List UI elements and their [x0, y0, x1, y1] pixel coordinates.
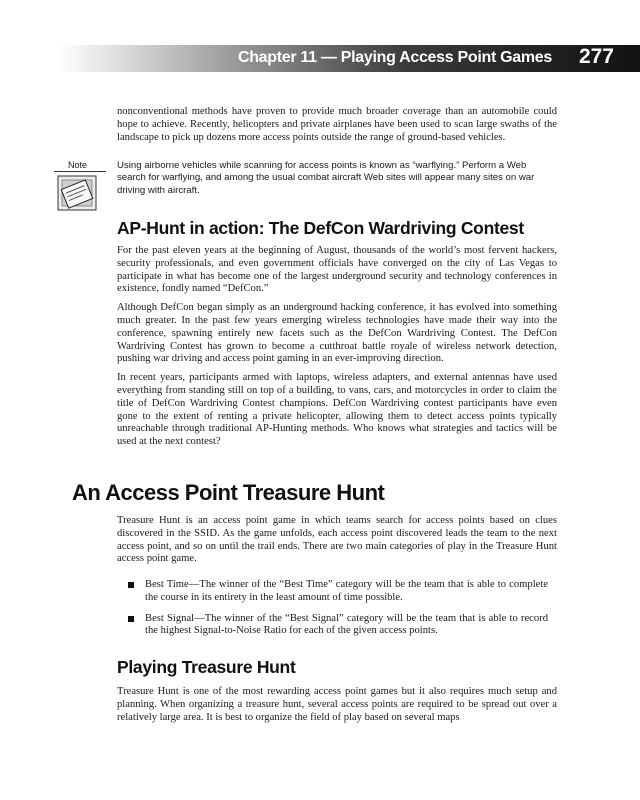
section-heading-treasure-hunt: An Access Point Treasure Hunt — [72, 480, 385, 505]
page-number: 277 — [578, 45, 614, 68]
running-header — [58, 45, 640, 72]
aphunt-body — [117, 245, 557, 449]
aphunt-paragraph-1: For the past eleven years at the beginning of August, thousands of the world’s most fervent hackers, security professionals, and even government officials have converged on the city of Las Vegas to participate in what has become one of the largest underground security and technology conferences in existence, fondly named “DefCon.” — [117, 245, 557, 295]
chapter-title: Chapter 11 — Playing Access Point Games — [237, 49, 552, 66]
aphunt-paragraph-2: Although DefCon began simply as an underground hacking conference, it has evolved into something much greater. In the past few years emerging wireless technologies have made their way into the conference, spawning entirely new facets such as the DefCon Wardriving Contest. The DefCon Wardriving Contest has grown to become a cutthroat battle royale of wireless network detection, pushing war driving and access point gaming in an ever-improving direction. — [117, 302, 557, 365]
note-text: Using airborne vehicles while scanning for access points is known as “warflying.” Perform a Web search for warflying, and among the usual combat aircraft Web sites will appear many sites on war driving with aircraft. — [117, 160, 535, 196]
note-marker — [54, 160, 106, 219]
section-heading-playing: Playing Treasure Hunt — [117, 657, 296, 677]
list-item-text: Best Time—The winner of the “Best Time” category will be the team that is able to complete the course in its entirety in the least amount of time possible. — [145, 579, 548, 603]
note-card-icon — [54, 174, 100, 214]
treasure-category-list — [128, 579, 548, 638]
section-heading-aphunt: AP-Hunt in action: The DefCon Wardriving Contest — [117, 218, 524, 238]
treasure-body — [117, 515, 557, 566]
playing-body — [117, 686, 557, 724]
intro-block — [117, 106, 557, 144]
note-label: Note — [54, 160, 106, 172]
treasure-paragraph: Treasure Hunt is an access point game in which teams search for access points based on clues discovered in the SSID. As the game unfolds, each access point discovered leads the team to the next access point, and so on until the trail ends. There are two main categories of play in the Treasure Hunt access point game. — [117, 515, 557, 565]
aphunt-paragraph-3: In recent years, participants armed with laptops, wireless adapters, and external antennas have used everything from standing still on top of a building, to vans, cars, and motorcycles in order to claim the title of DefCon Wardriving Contest champions. DefCon Wardriving contest participants have even gone to the extent of renting a private helicopter, allowing them to detect access points typically unreachable through traditional AP-Hunting methods. Who knows what strategies and tactics will be used at the next contest? — [117, 372, 557, 448]
list-item-best-time — [128, 579, 548, 605]
playing-paragraph: Treasure Hunt is one of the most rewarding access point games but it also requires much setup and planning. When organizing a treasure hunt, several access points are required to be spread out over a relatively large area. It is best to organize the field of play based on several maps — [117, 686, 557, 723]
bullet-square-icon — [128, 616, 134, 622]
intro-paragraph: nonconventional methods have proven to provide much broader coverage than an automobile could hope to achieve. Recently, helicopters and private airplanes have been used to scan large swaths of the landscape to pick up dozens more access points outside the range of ground-based vehicles. — [117, 106, 557, 143]
list-item-text: Best Signal—The winner of the “Best Signal” category will be the team that is able to record the highest Signal-to-Noise Ratio for each of the given access points. — [145, 612, 548, 637]
bullet-square-icon — [128, 582, 134, 588]
list-item-best-signal — [128, 613, 548, 639]
